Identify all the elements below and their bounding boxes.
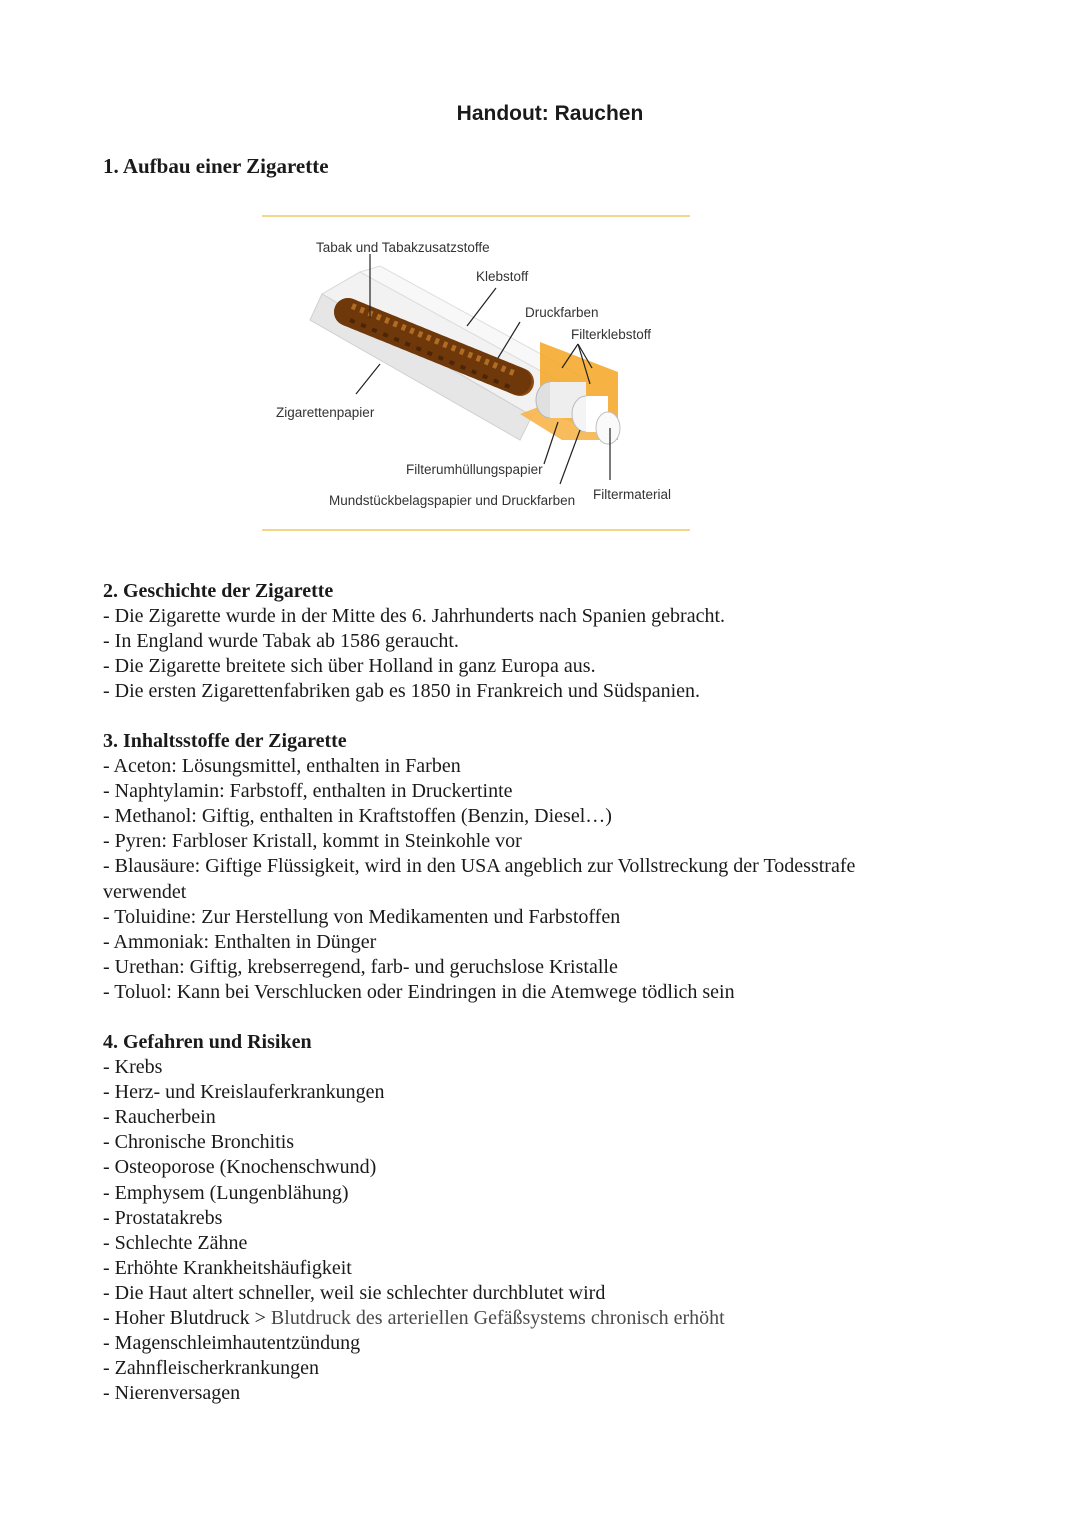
list-item: - Magenschleimhautentzündung [103,1332,361,1355]
label-zigarettenpapier: Zigarettenpapier [276,405,375,420]
list-item: - Die Haut altert schneller, weil sie schlechter durchblutet wird [103,1281,606,1304]
list-item: - Prostatakrebs [103,1206,223,1229]
list-item: - Naphtylamin: Farbstoff, enthalten in Druckertinte [103,780,513,803]
handout-title: Handout: Rauchen [456,102,644,125]
section-1-heading: 1. Aufbau einer Zigarette [103,154,329,178]
section-4-list [103,1055,983,1406]
list-item: - Toluidine: Zur Herstellung von Medikamenten und Farbstoffen [103,905,621,928]
list-item: - Osteoporose (Knochenschwund) [103,1156,377,1179]
label-tabak: Tabak und Tabakzusatzstoffe [316,240,490,255]
list-item-blutdruck [103,1306,983,1331]
cigarette-diagram [262,214,690,532]
section-2-list [103,604,983,704]
section-3-heading: 3. Inhaltsstoffe der Zigarette [103,730,347,752]
label-druckfarben: Druckfarben [525,305,599,320]
label-filtermaterial: Filtermaterial [593,487,672,502]
list-item: - In England wurde Tabak ab 1586 geraucht. [103,630,459,653]
blutdruck-detail: Blutdruck des arteriellen Gefäßsystems chronisch erhöht [270,1307,725,1330]
section-2 [103,579,983,704]
section-4 [103,1030,983,1406]
list-item: - Urethan: Giftig, krebserregend, farb- und geruchslose Kristalle [103,955,618,978]
section-3 [103,729,933,1005]
list-item: - Nierenversagen [103,1382,241,1405]
list-item: - Chronische Bronchitis [103,1131,295,1154]
list-item: - Ammoniak: Enthalten in Dünger [103,930,377,953]
label-filterklebstoff: Filterklebstoff [571,327,652,342]
section-3-list [103,754,933,1005]
list-item: - Aceton: Lösungsmittel, enthalten in Farben [103,755,461,778]
list-item: - Erhöhte Krankheitshäufigkeit [103,1256,352,1279]
label-mundstueck: Mundstückbelagspapier und Druckfarben [329,493,576,508]
section-4-heading: 4. Gefahren und Risiken [103,1031,312,1053]
list-item: - Schlechte Zähne [103,1231,248,1254]
list-item: - Emphysem (Lungenblähung) [103,1181,349,1204]
list-item: - Herz- und Kreislauferkrankungen [103,1081,385,1104]
list-item: - Die ersten Zigarettenfabriken gab es 1850 in Frankreich und Südspanien. [103,680,701,703]
list-item: - Raucherbein [103,1106,216,1129]
list-item: - Pyren: Farbloser Kristall, kommt in Steinkohle vor [103,830,522,853]
label-klebstoff: Klebstoff [476,269,529,284]
blutdruck-prefix: - Hoher Blutdruck > [103,1307,271,1330]
list-item: - Zahnfleischerkrankungen [103,1357,320,1380]
list-item: - Methanol: Giftig, enthalten in Kraftstoffen (Benzin, Diesel…) [103,805,612,828]
label-filterumhuellungspapier: Filterumhüllungspapier [406,462,543,477]
list-item: - Die Zigarette wurde in der Mitte des 6. Jahrhunderts nach Spanien gebracht. [103,605,726,628]
list-item: - Blausäure: Giftige Flüssigkeit, wird in den USA angeblich zur Vollstreckung der Todesstrafe verwendet [103,855,856,903]
list-item: - Die Zigarette breitete sich über Holland in ganz Europa aus. [103,655,596,678]
list-item: - Krebs [103,1056,163,1079]
list-item: - Toluol: Kann bei Verschlucken oder Eindringen in die Atemwege tödlich sein [103,980,735,1003]
section-2-heading: 2. Geschichte der Zigarette [103,580,334,602]
